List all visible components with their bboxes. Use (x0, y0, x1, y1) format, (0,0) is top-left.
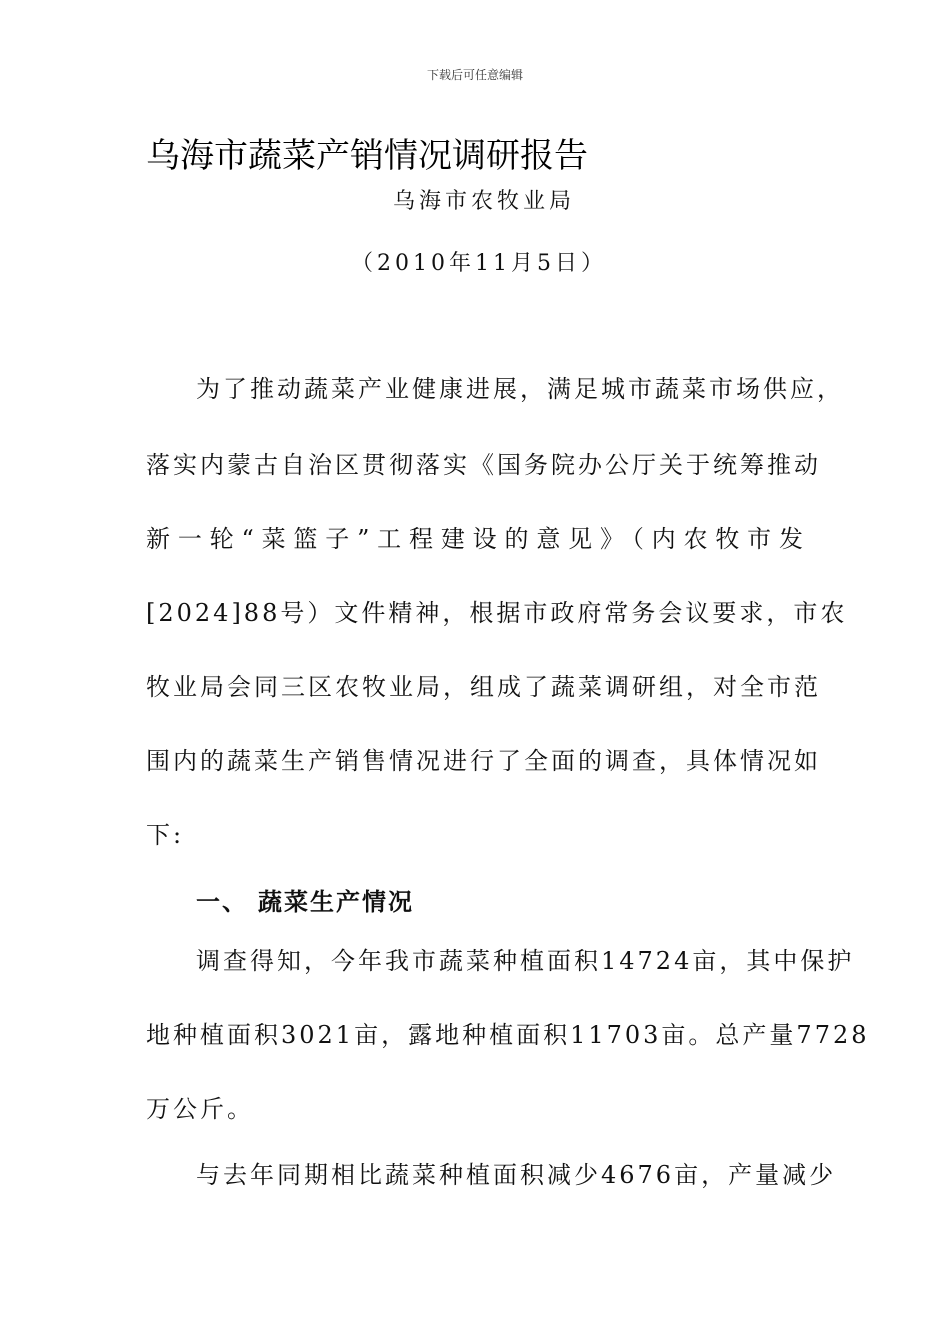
intro-line: [2024]88号）文件精神，根据市政府常务会议要求，市农 (146, 599, 848, 627)
intro-line: 围内的蔬菜生产销售情况进行了全面的调查，具体情况如 (146, 747, 821, 775)
intro-line: 牧业局会同三区农牧业局，组成了蔬菜调研组，对全市范 (146, 673, 821, 701)
intro-line: 新一轮“菜篮子”工程建设的意见》（内农牧市发 (146, 525, 806, 553)
document-date: （2010年11月5日） (351, 251, 607, 276)
header-note: 下载后可任意编辑 (426, 68, 523, 82)
section-title: 蔬菜生产情况 (258, 888, 414, 916)
section-line: 调查得知，今年我市蔬菜种植面积14724亩，其中保护 (196, 947, 855, 975)
section-heading (196, 882, 414, 917)
intro-line: 下: (146, 821, 185, 849)
section-number: 一、 (196, 888, 248, 916)
document-title: 乌海市蔬菜产销情况调研报告 (146, 136, 588, 176)
section-line: 地种植面积3021亩，露地种植面积11703亩。总产量7728 (146, 1021, 870, 1049)
intro-line: 为了推动蔬菜产业健康进展，满足城市蔬菜市场供应， (196, 375, 844, 403)
document-author: 乌海市农牧业局 (392, 189, 575, 214)
intro-line: 落实内蒙古自治区贯彻落实《国务院办公厅关于统筹推动 (146, 451, 821, 479)
section-line: 与去年同期相比蔬菜种植面积减少4676亩，产量减少 (196, 1161, 837, 1189)
section-line: 万公斤。 (146, 1095, 254, 1123)
